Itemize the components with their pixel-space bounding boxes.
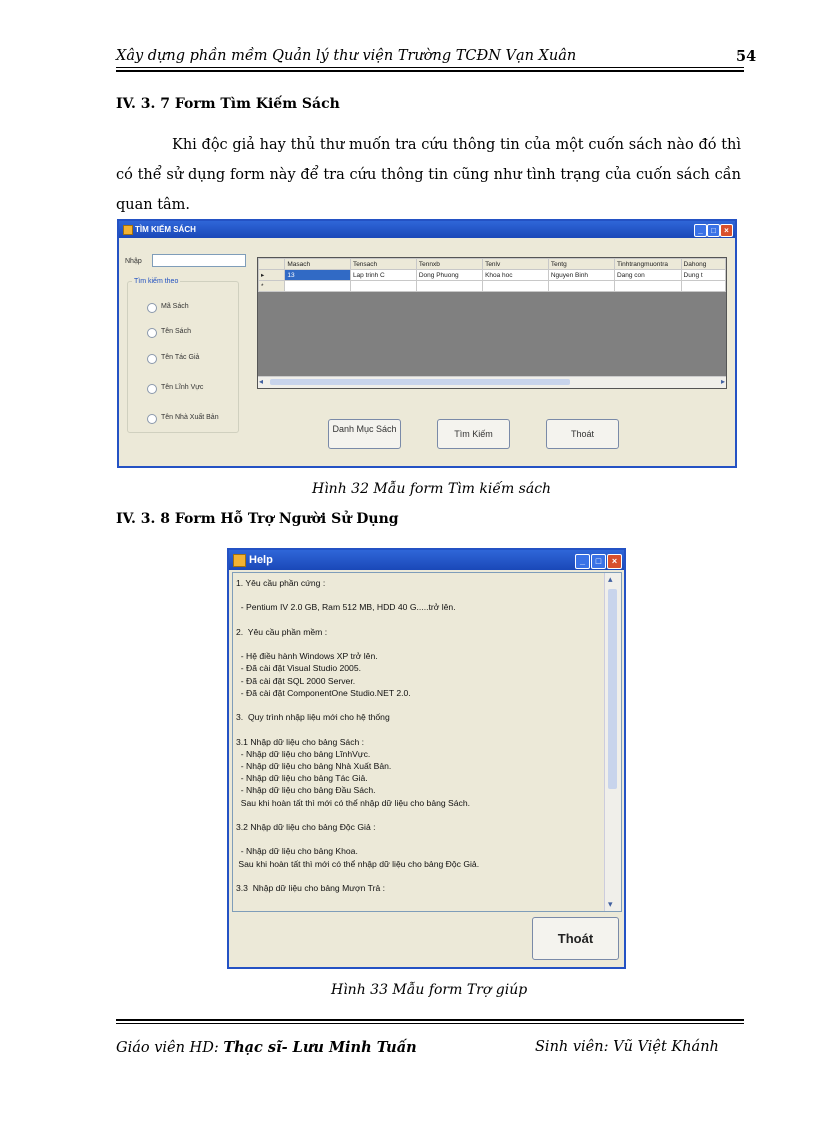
radio-label: Tên Sách xyxy=(161,328,191,335)
radio-label: Tên Tác Giả xyxy=(161,354,200,361)
help-text-area[interactable] xyxy=(232,572,622,912)
app-icon xyxy=(123,225,133,235)
horizontal-scrollbar[interactable] xyxy=(258,376,726,388)
figure-caption-33: Hình 33 Mẫu form Trợ giúp xyxy=(331,982,528,998)
close-icon[interactable]: × xyxy=(720,224,733,237)
search-button[interactable]: Tìm Kiếm xyxy=(437,419,510,449)
column-header[interactable]: Tentg xyxy=(548,259,614,270)
radio-label: Tên Nhà Xuất Bản xyxy=(161,414,219,421)
scroll-right-icon[interactable]: ▸ xyxy=(720,377,725,386)
radio-ten-sach[interactable] xyxy=(147,328,157,338)
help-window xyxy=(227,548,626,969)
results-table xyxy=(258,258,726,292)
input-label: Nhập xyxy=(125,258,142,265)
grid-cell[interactable] xyxy=(614,281,681,292)
row-header-cell xyxy=(259,259,285,270)
radio-ten-linh-vuc[interactable] xyxy=(147,384,157,394)
catalog-button[interactable]: Danh Mục Sách xyxy=(328,419,401,449)
column-header[interactable]: Dahong xyxy=(681,259,725,270)
scroll-down-icon[interactable]: ▾ xyxy=(608,899,613,909)
grid-cell[interactable]: Dung t xyxy=(681,270,725,281)
grid-cell[interactable]: Nguyen Binh xyxy=(548,270,614,281)
exit-button[interactable]: Thoát xyxy=(532,917,619,960)
section-heading-search-form: IV. 3. 7 Form Tìm Kiếm Sách xyxy=(116,96,340,112)
new-row-icon: * xyxy=(259,281,285,292)
search-book-window xyxy=(117,219,737,468)
radio-label: Tên Lĩnh Vực xyxy=(161,384,204,391)
header-rule xyxy=(116,67,744,68)
app-icon xyxy=(233,554,246,567)
grid-cell[interactable] xyxy=(483,281,549,292)
minimize-icon[interactable]: _ xyxy=(694,224,707,237)
group-label: Tìm kiếm theo xyxy=(134,278,179,285)
header-rule-thick xyxy=(116,70,744,72)
results-grid[interactable] xyxy=(257,257,727,389)
column-header[interactable]: Tensach xyxy=(350,259,416,270)
section-heading-help-form: IV. 3. 8 Form Hỗ Trợ Người Sử Dụng xyxy=(116,511,399,527)
help-content: 1. Yêu cầu phần cứng : - Pentium IV 2.0 GB, Ram 512 MB, HDD 40 G.....trở lên. 2. Yêu cầu phần mềm : - Hệ điều hành Windows XP trở lên. - Đã cài đặt Visual Studio 2005. - Đã cài đặt SQL 2000 Server. - Đã cài đặt ComponentOne Studio.NET 2.0. 3. Quy trình nhập liệu mới cho hệ thống 3.1 Nhập dữ liệu cho bảng Sách : - Nhập dữ liệu cho bảng LĩnhVực. - Nhập dữ liệu cho bảng Nhà Xuất Bản. - Nhập dữ liệu cho bảng Tác Giả. - Nhập dữ liệu cho bảng Đầu Sách. Sau khi hoàn tất thì mới có thể nhập dữ liệu cho bảng Sách. 3.2 Nhập dữ liệu cho bảng Độc Giả : - Nhập dữ liệu cho bảng Khoa. Sau khi hoàn tất thì mới có thể nhập dữ liệu cho bảng Độc Giả. 3.3 Nhập dữ liệu cho bảng Mượn Trả : xyxy=(236,578,480,894)
maximize-icon[interactable]: □ xyxy=(591,554,606,569)
grid-cell[interactable] xyxy=(416,281,482,292)
grid-cell[interactable] xyxy=(548,281,614,292)
footer-teacher xyxy=(116,1039,417,1056)
vertical-scrollbar[interactable] xyxy=(604,573,621,911)
minimize-icon[interactable]: _ xyxy=(575,554,590,569)
search-input[interactable] xyxy=(152,254,246,267)
figure-caption-32: Hình 32 Mẫu form Tìm kiếm sách xyxy=(312,481,552,497)
window-title: TÌM KIẾM SÁCH xyxy=(135,225,196,234)
teacher-label: Giáo viên HD: xyxy=(116,1040,224,1056)
scroll-thumb[interactable] xyxy=(608,589,617,789)
grid-cell[interactable] xyxy=(350,281,416,292)
scroll-left-icon[interactable]: ◂ xyxy=(259,377,264,386)
grid-cell[interactable]: Khoa hoc xyxy=(483,270,549,281)
maximize-icon[interactable]: □ xyxy=(707,224,720,237)
row-selector-icon[interactable]: ▸ xyxy=(259,270,285,281)
grid-cell[interactable]: Lap trinh C xyxy=(350,270,416,281)
column-header[interactable]: Tennxb xyxy=(416,259,482,270)
column-header[interactable]: Masach xyxy=(285,259,351,270)
grid-cell[interactable] xyxy=(285,281,351,292)
column-header[interactable]: Tinhtrangmuontra xyxy=(614,259,681,270)
footer-rule xyxy=(116,1023,744,1024)
grid-header-row xyxy=(259,259,726,270)
column-header[interactable]: Tenlv xyxy=(483,259,549,270)
radio-ten-tac-gia[interactable] xyxy=(147,354,157,364)
table-row[interactable] xyxy=(259,270,726,281)
footer-student: Sinh viên: Vũ Việt Khánh xyxy=(535,1039,719,1055)
teacher-name: Thạc sĩ- Lưu Minh Tuấn xyxy=(223,1039,417,1056)
grid-cell[interactable]: Dang con xyxy=(614,270,681,281)
new-row[interactable] xyxy=(259,281,726,292)
running-header-title: Xây dựng phần mềm Quản lý thư viện Trường TCĐN Vạn Xuân xyxy=(116,48,577,64)
close-icon[interactable]: × xyxy=(607,554,622,569)
scroll-thumb[interactable] xyxy=(270,379,570,385)
footer-rule-thick xyxy=(116,1019,744,1021)
scroll-up-icon[interactable]: ▴ xyxy=(608,574,613,584)
title-bar xyxy=(229,550,624,570)
title-bar xyxy=(119,221,735,238)
grid-cell[interactable]: Dong Phuong xyxy=(416,270,482,281)
paragraph-text: Khi độc giả hay thủ thư muốn tra cứu thông tin của một cuốn sách nào đó thì có thể sử dụng form này để tra cứu thông tin cũng như tình trạng của cuốn sách cần quan tâm. xyxy=(116,137,741,213)
grid-cell[interactable] xyxy=(681,281,725,292)
window-title: Help xyxy=(249,554,273,566)
page-number: 54 xyxy=(736,48,757,65)
radio-label: Mã Sách xyxy=(161,303,189,310)
grid-cell[interactable]: 13 xyxy=(285,270,351,281)
exit-button[interactable]: Thoát xyxy=(546,419,619,449)
radio-ten-nha-xuat-ban[interactable] xyxy=(147,414,157,424)
radio-ma-sach[interactable] xyxy=(147,303,157,313)
body-paragraph xyxy=(116,130,741,220)
